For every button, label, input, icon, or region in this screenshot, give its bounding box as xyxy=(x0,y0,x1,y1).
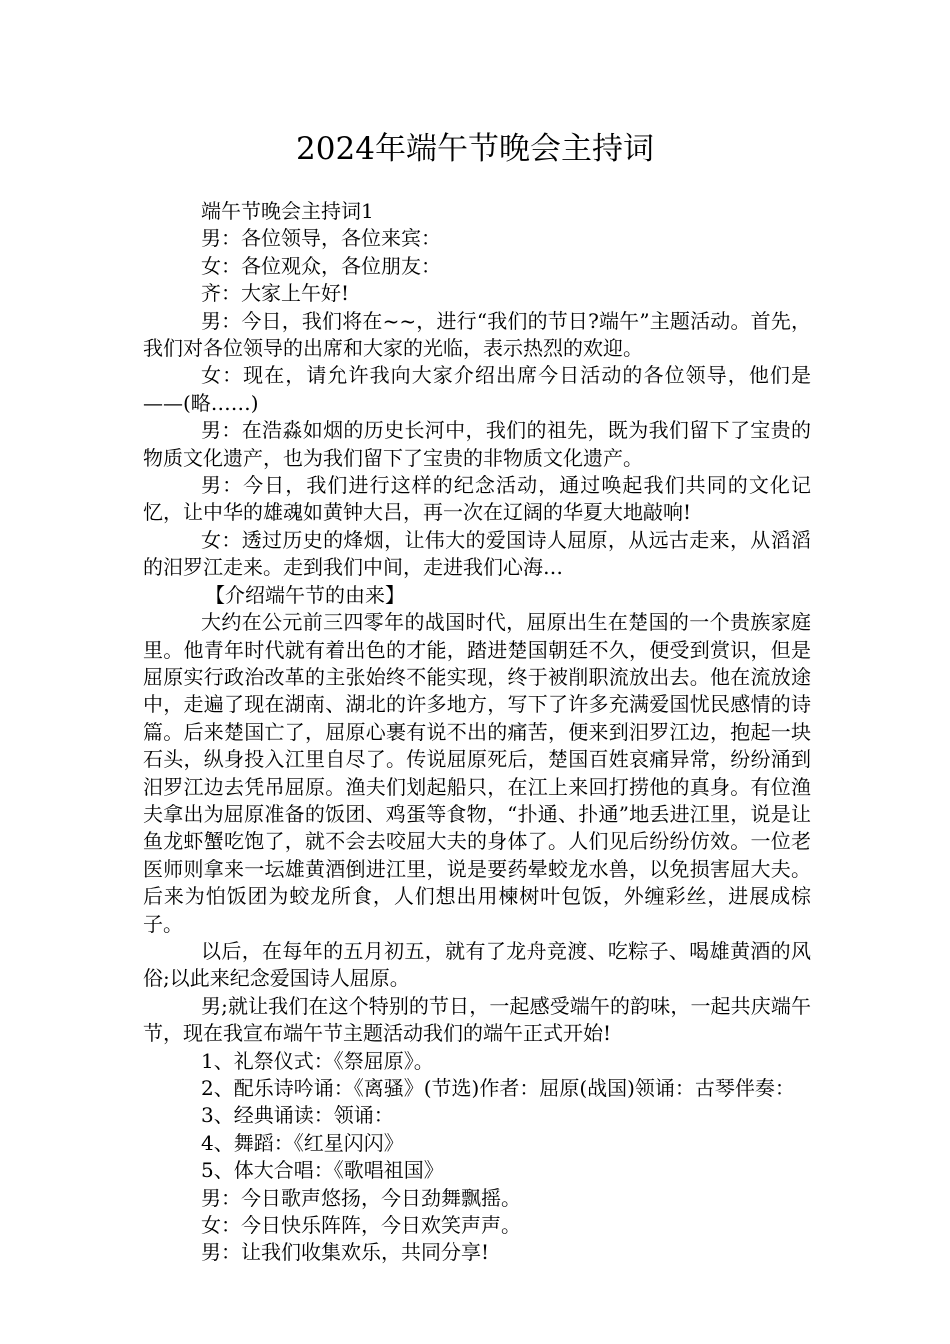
paragraph-male-greeting: 男：各位领导，各位来宾： xyxy=(201,226,441,251)
paragraph-male-share: 男：让我们收集欢乐，共同分享! xyxy=(201,1240,490,1265)
paragraph-female-quyuan: 女：透过历史的烽烟，让伟大的爱国诗人屈原，从远古走来，从滔滔的汨罗江走来。走到我们中间，走进我们心海… xyxy=(143,527,811,580)
document-body xyxy=(143,198,811,1267)
paragraph-female-introduce-leaders: 女：现在，请允许我向大家介绍出席今日活动的各位领导，他们是——(略……) xyxy=(143,363,811,415)
paragraph-female-greeting: 女：各位观众，各位朋友： xyxy=(201,253,441,278)
paragraph-male-welcome: 男：今日，我们将在~~，进行“我们的节日?端午”主题活动。首先，我们对各位领导的出席和大家的光临，表示热烈的欢迎。 xyxy=(143,308,811,361)
paragraph-male-song: 男：今日歌声悠扬，今日劲舞飘摇。 xyxy=(201,1185,521,1210)
paragraph-male-heritage: 男：在浩淼如烟的历史长河中，我们的祖先，既为我们留下了宝贵的物质文化遗产，也为我们留下了宝贵的非物质文化遗产。 xyxy=(143,418,811,470)
program-item-5: 5、体大合唱：《歌唱祖国》 xyxy=(201,1158,444,1183)
paragraph-customs: 以后，在每年的五月初五，就有了龙舟竞渡、吃粽子、喝雄黄酒的风俗;以此来纪念爱国诗人屈原。 xyxy=(143,938,811,991)
paragraph-male-commemoration: 男：今日，我们进行这样的纪念活动，通过唤起我们共同的文化记忆，让中华的雄魂如黄钟大吕，再一次在辽阔的华夏大地敲响! xyxy=(143,473,811,525)
paragraph-origin-heading: 【介绍端午节的由来】 xyxy=(205,582,405,607)
paragraph-male-opening: 男;就让我们在这个特别的节日，一起感受端午的韵味，一起共庆端午节，现在我宣布端午节主题活动我们的端午正式开始! xyxy=(143,993,811,1046)
paragraph-together-greeting: 齐：大家上午好! xyxy=(201,281,350,306)
program-item-1: 1、礼祭仪式：《祭屈原》。 xyxy=(201,1048,434,1073)
paragraph-section-heading: 端午节晚会主持词1 xyxy=(201,199,374,223)
program-item-4: 4、舞蹈：《红星闪闪》 xyxy=(201,1130,404,1155)
document-title: 2024年端午节晚会主持词 xyxy=(296,131,654,167)
program-item-2: 2、配乐诗吟诵：《离骚》(节选)作者：屈原(战国)领诵：古琴伴奏： xyxy=(201,1076,795,1100)
paragraph-origin-story: 大约在公元前三四零年的战国时代，屈原出生在楚国的一个贵族家庭里。他青年时代就有着出色的才能，踏进楚国朝廷不久，便受到赏识，但是屈原实行政治改革的主张始终不能实现，终于被削职流放出去。他在流放途中，走遍了现在湖南、湖北的许多地方，写下了许多充满爱国忧民感情的诗篇。后来楚国亡了，屈原心裹有说不出的痛苦，便来到汨罗江边，抱起一块石头，纵身投入江里自尽了。传说屈原死后，楚国百姓哀痛异常，纷纷涌到汨罗江边去凭吊屈原。渔夫们划起船只，在江上来回打捞他的真身。有位渔夫拿出为屈原准备的饭团、鸡蛋等食物，“扑通、扑通”地丢进江里，说是让鱼龙虾蟹吃饱了，就不会去咬屈大夫的身体了。人们见后纷纷仿效。一位老医师则拿来一坛雄黄酒倒进江里，说是要药晕蛟龙水兽，以免损害屈大夫。后来为怕饭团为蛟龙所食，人们想出用楝树叶包饭，外缠彩丝，进展成棕子。 xyxy=(143,610,811,936)
paragraph-female-joy: 女：今日快乐阵阵，今日欢笑声声。 xyxy=(201,1213,521,1238)
program-item-3: 3、经典诵读：领诵： xyxy=(201,1103,394,1128)
